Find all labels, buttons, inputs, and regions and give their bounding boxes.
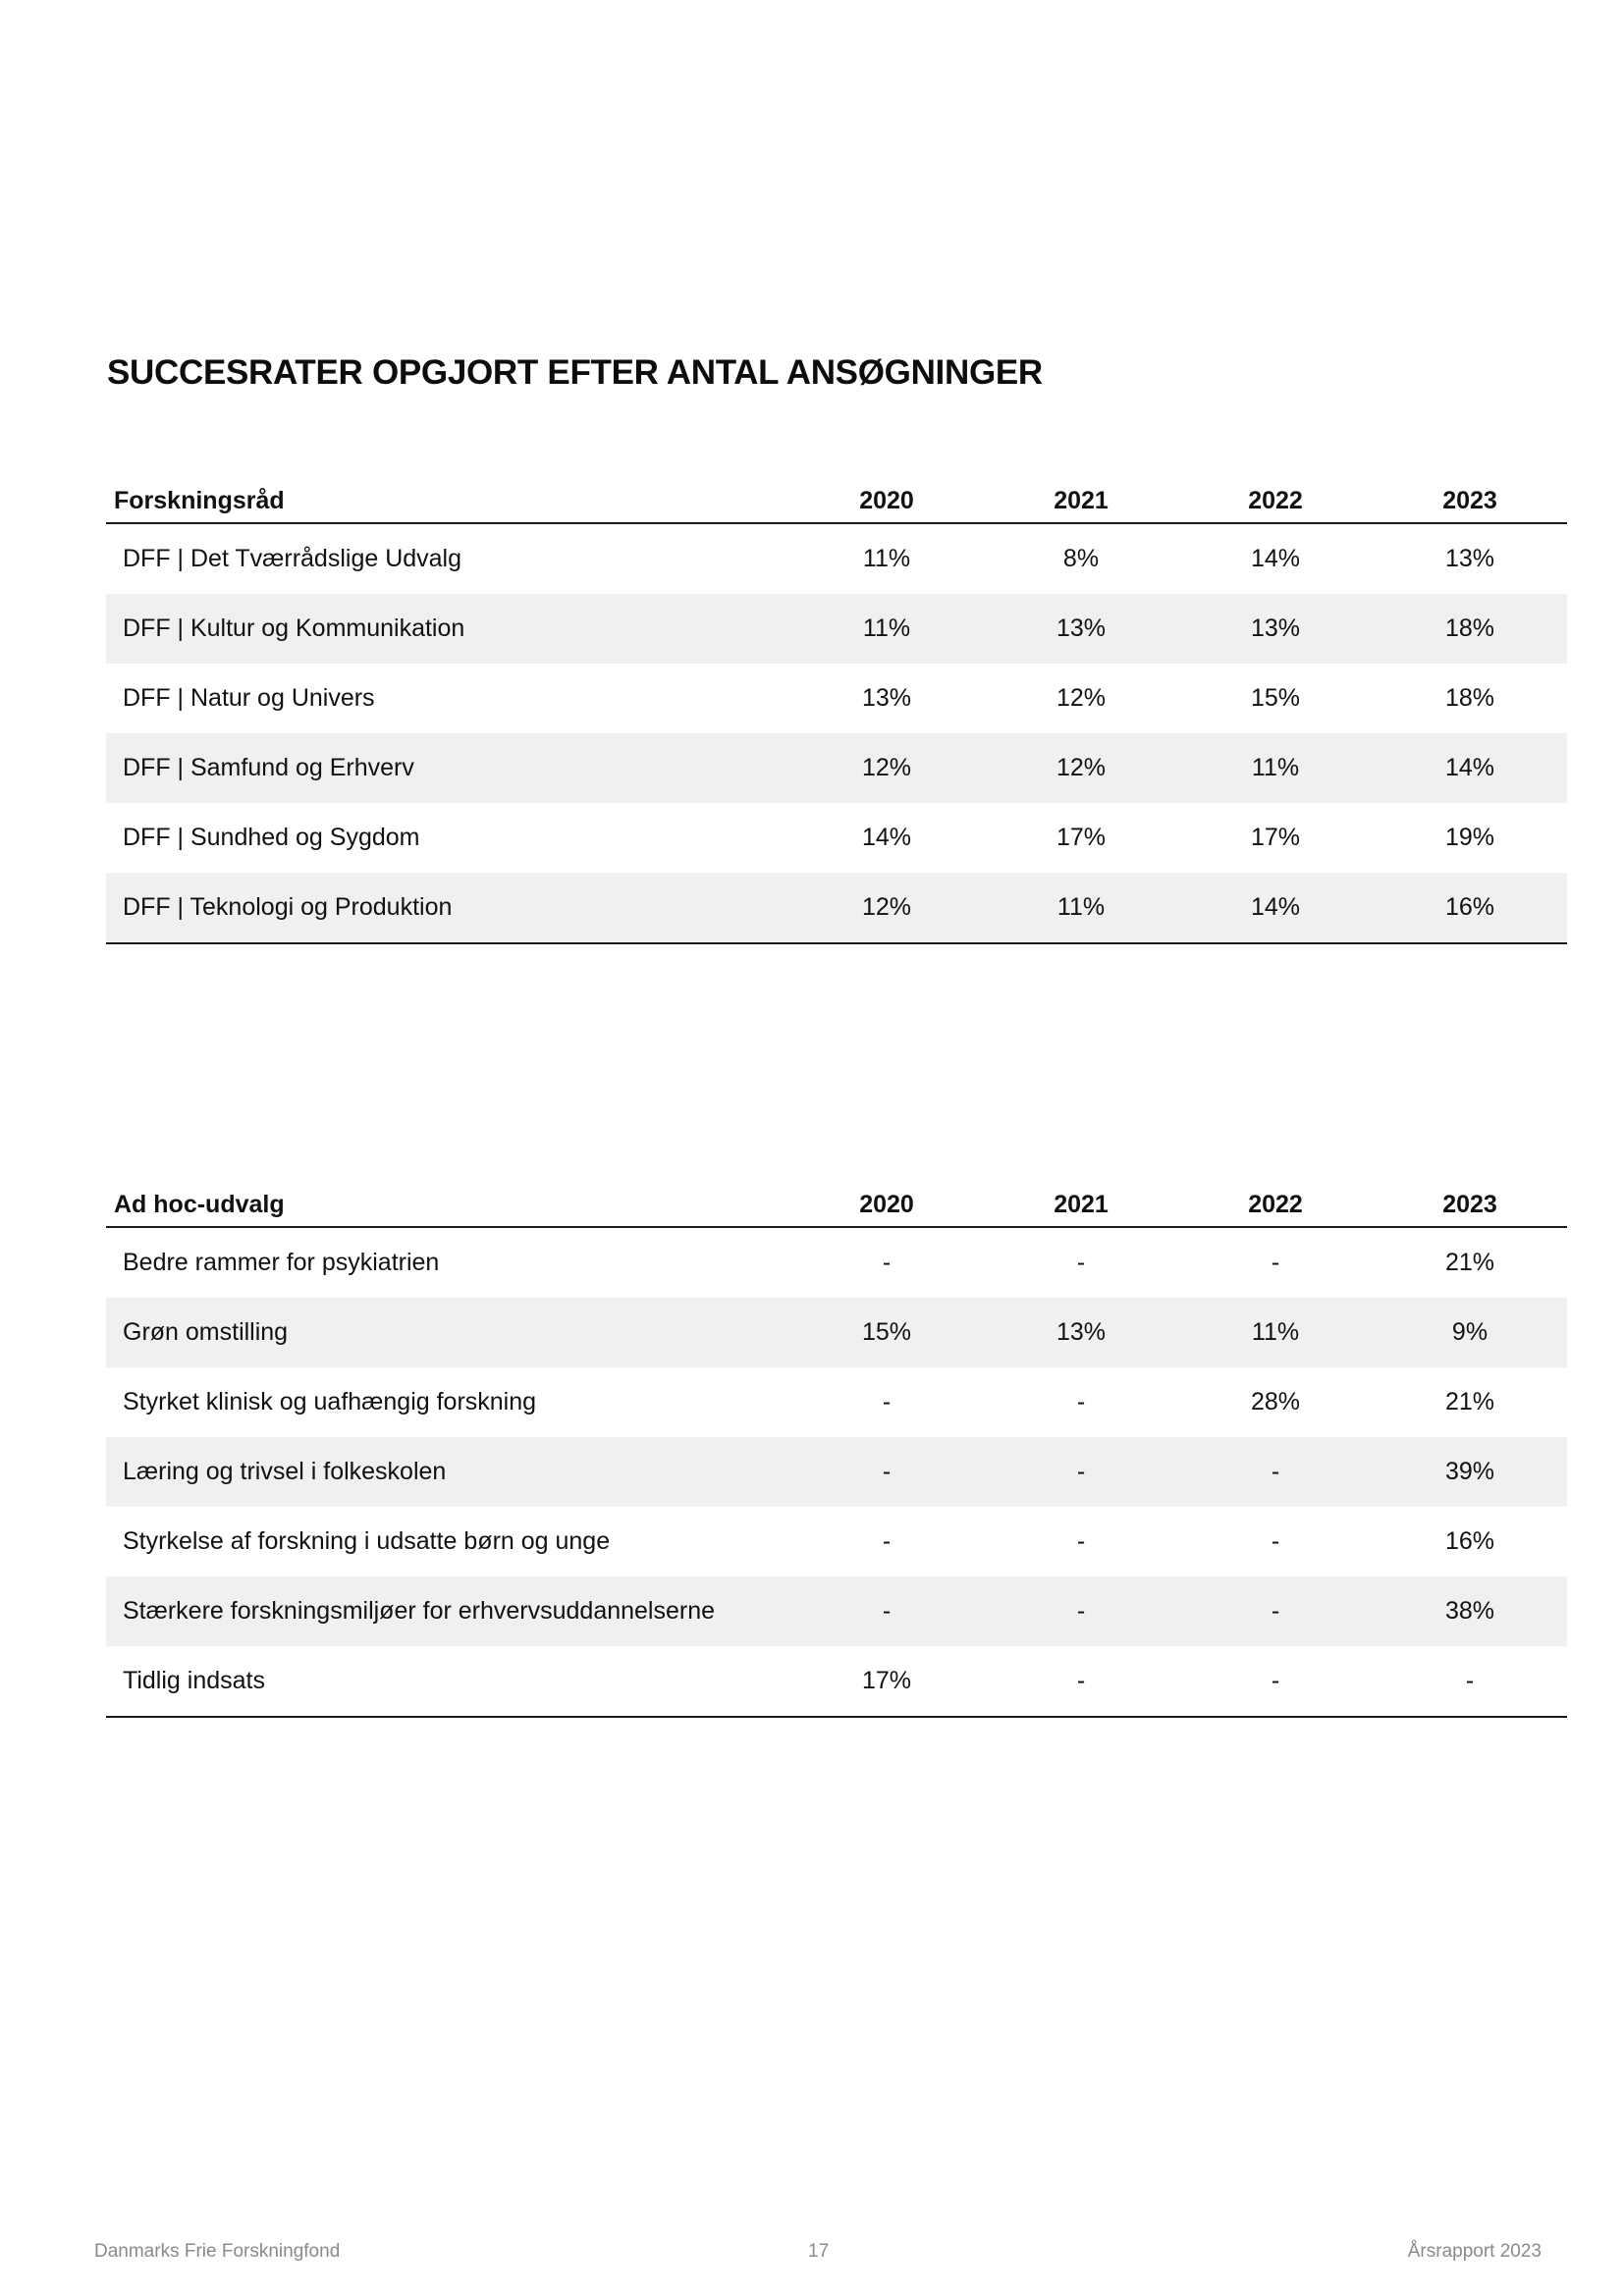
table-row (106, 803, 1567, 873)
table-row (106, 873, 1567, 943)
cell-value: 13% (861, 684, 912, 712)
cell-value: 21% (1444, 1388, 1495, 1415)
cell-value: 17% (1250, 824, 1301, 851)
cell-value: 14% (1250, 545, 1301, 572)
column-header-year: 2022 (1178, 1184, 1373, 1227)
table-row (106, 1646, 1567, 1717)
table-row (106, 1576, 1567, 1646)
table-row (106, 523, 1567, 594)
cell-value: 28% (1250, 1388, 1301, 1415)
cell-value: 11% (789, 594, 984, 664)
column-header-year: 2021 (984, 1184, 1178, 1227)
cell-value: 9% (1373, 1298, 1567, 1367)
cell-value: - (1373, 1646, 1567, 1717)
cell-value: 12% (1056, 684, 1107, 712)
cell-value: - (1271, 1527, 1280, 1555)
cell-value: - (1076, 1527, 1086, 1555)
column-header-year: 2023 (1373, 1184, 1567, 1227)
cell-value: 13% (1178, 594, 1373, 664)
row-label: Grøn omstilling (106, 1298, 789, 1367)
cell-value: 15% (789, 1298, 984, 1367)
column-header-year: 2023 (1373, 480, 1567, 523)
cell-value: 13% (984, 594, 1178, 664)
cell-value: - (984, 1437, 1178, 1507)
row-label: DFF | Teknologi og Produktion (106, 873, 789, 943)
cell-value: 17% (1056, 824, 1107, 851)
cell-value: 11% (862, 545, 911, 572)
cell-value: 16% (1444, 1527, 1495, 1555)
row-label: Tidlig indsats (106, 1646, 789, 1717)
column-header-year: 2020 (789, 480, 984, 523)
cell-value: 21% (1444, 1249, 1495, 1276)
cell-value: 16% (1373, 873, 1567, 943)
cell-value: 14% (1178, 873, 1373, 943)
column-header-label: Forskningsråd (106, 480, 789, 523)
table-row (106, 1298, 1567, 1367)
cell-value: 38% (1373, 1576, 1567, 1646)
cell-value: 12% (789, 873, 984, 943)
table-header-row (106, 480, 1567, 523)
row-label: Stærkere forskningsmiljøer for erhvervsuddannelserne (106, 1576, 789, 1646)
cell-value: 39% (1373, 1437, 1567, 1507)
cell-value: 12% (789, 733, 984, 803)
cell-value: 11% (1178, 1298, 1373, 1367)
table-row (106, 1227, 1567, 1298)
cell-value: 19% (1444, 824, 1495, 851)
cell-value: 15% (1250, 684, 1301, 712)
cell-value: - (1178, 1576, 1373, 1646)
cell-value: 18% (1373, 594, 1567, 664)
column-header-year: 2022 (1178, 480, 1373, 523)
table-row (106, 733, 1567, 803)
footer-organization: Danmarks Frie Forskningfond (94, 2241, 341, 2262)
cell-value: 11% (1178, 733, 1373, 803)
research-council-table (106, 480, 1567, 944)
row-label: Styrkelse af forskning i udsatte børn og unge (123, 1527, 611, 1555)
cell-value: - (789, 1437, 984, 1507)
cell-value: 12% (984, 733, 1178, 803)
cell-value: 8% (1062, 545, 1100, 572)
cell-value: - (984, 1576, 1178, 1646)
table-row (106, 594, 1567, 664)
row-label: Styrket klinisk og uafhængig forskning (123, 1388, 537, 1415)
cell-value: - (882, 1388, 892, 1415)
row-label: DFF | Det Tværrådslige Udvalg (123, 545, 462, 572)
cell-value: 14% (1373, 733, 1567, 803)
table-row (106, 1367, 1567, 1437)
cell-value: - (789, 1576, 984, 1646)
row-label: Læring og trivsel i folkeskolen (106, 1437, 789, 1507)
cell-value: 13% (1444, 545, 1495, 572)
footer-page-number: 17 (808, 2241, 830, 2262)
table-header-row (106, 1184, 1567, 1227)
cell-value: 11% (984, 873, 1178, 943)
cell-value: 13% (984, 1298, 1178, 1367)
row-label: DFF | Natur og Univers (123, 684, 375, 712)
column-header-label: Ad hoc-udvalg (106, 1184, 789, 1227)
cell-value: 17% (789, 1646, 984, 1717)
table-row (106, 1437, 1567, 1507)
cell-value: - (984, 1646, 1178, 1717)
footer-report-title: Årsrapport 2023 (1407, 2241, 1542, 2262)
cell-value: - (882, 1527, 892, 1555)
page-title: SUCCESRATER OPGJORT EFTER ANTAL ANSØGNINGER (107, 353, 1043, 392)
column-header-year: 2021 (984, 480, 1178, 523)
row-label: DFF | Samfund og Erhverv (106, 733, 789, 803)
cell-value: 18% (1444, 684, 1495, 712)
table-row (106, 664, 1567, 733)
cell-value: - (1076, 1249, 1086, 1276)
column-header-year: 2020 (789, 1184, 984, 1227)
table-row (106, 1507, 1567, 1576)
row-label: DFF | Sundhed og Sygdom (123, 824, 420, 851)
row-label: DFF | Kultur og Kommunikation (106, 594, 789, 664)
cell-value: - (1271, 1249, 1280, 1276)
row-label: Bedre rammer for psykiatrien (123, 1249, 440, 1276)
cell-value: 14% (861, 824, 912, 851)
cell-value: - (1076, 1388, 1086, 1415)
cell-value: - (882, 1249, 892, 1276)
cell-value: - (1178, 1437, 1373, 1507)
ad-hoc-committee-table (106, 1184, 1567, 1718)
cell-value: - (1178, 1646, 1373, 1717)
